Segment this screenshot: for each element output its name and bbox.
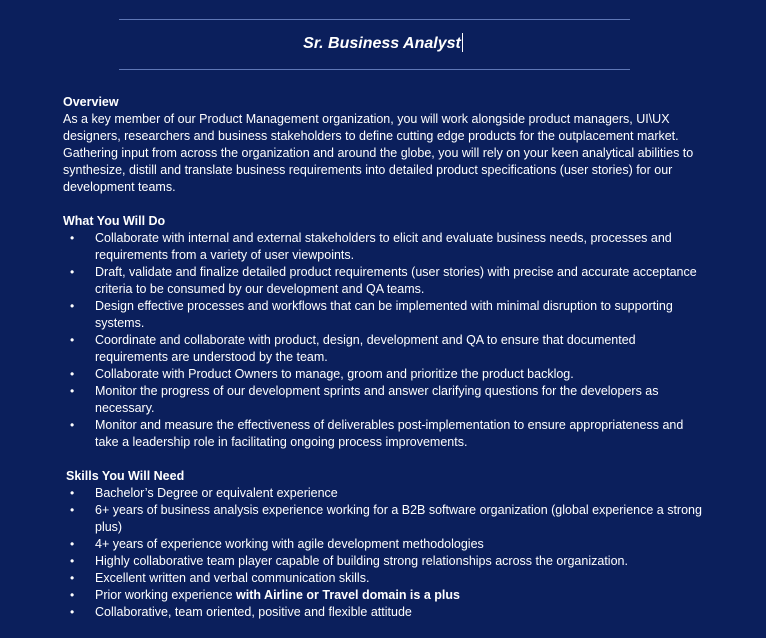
bullet-icon: • (70, 384, 75, 398)
list-item: • 6+ years of business analysis experience working for a B2B software organization (global experience a strong plus) (70, 503, 702, 534)
bullet-icon: • (70, 367, 75, 381)
bottom-divider (119, 69, 630, 70)
list-item: • Coordinate and collaborate with product, design, development and QA to ensure that documented requirements are understood by the team. (70, 333, 636, 364)
bullet-icon: • (70, 231, 75, 245)
bullet-icon: • (70, 265, 75, 279)
overview-heading: Overview (63, 95, 119, 109)
page-title[interactable] (0, 33, 766, 55)
bullet-icon: • (70, 571, 75, 585)
bullet-icon: • (70, 418, 75, 432)
bold-emphasis: with Airline or Travel domain is a plus (236, 588, 460, 602)
list-item: • Monitor and measure the effectiveness of deliverables post-implementation to ensure appropriateness and take a leadership role in facilitating ongoing process improvements. (70, 418, 684, 449)
document-body (63, 94, 703, 621)
list-item: • Collaborative, team oriented, positive and flexible attitude (70, 605, 412, 619)
list-item: • Monitor the progress of our development sprints and answer clarifying questions for the developers as necessary. (70, 384, 659, 415)
list-item: • Design effective processes and workflows that can be implemented with minimal disruption to supporting systems. (70, 299, 673, 330)
skills-heading: Skills You Will Need (66, 469, 185, 483)
skills-list (63, 485, 703, 621)
title-text: Sr. Business Analyst (303, 35, 461, 52)
bullet-icon: • (70, 537, 75, 551)
what-you-will-do-section (63, 213, 703, 451)
text-cursor (462, 33, 463, 52)
bullet-icon: • (70, 333, 75, 347)
bullet-icon: • (70, 299, 75, 313)
skills-section (63, 468, 703, 621)
list-item: • Bachelor’s Degree or equivalent experience (70, 486, 338, 500)
list-item: • Highly collaborative team player capable of building strong relationships across the organization. (70, 554, 628, 568)
list-item: • Collaborate with internal and external stakeholders to elicit and evaluate business needs, processes and requirements from a variety of user viewpoints. (70, 231, 672, 262)
what-you-will-do-heading: What You Will Do (63, 214, 166, 228)
list-item: • Prior working experience with Airline or Travel domain is a plus (70, 588, 460, 602)
bullet-icon: • (70, 486, 75, 500)
overview-text: As a key member of our Product Management organization, you will work alongside product managers, UI\UX designers, researchers and business stakeholders to define cutting edge products for the outplacement market. Gathering input from across the organization and around the globe, you will rely on your keen analytical abilities to synthesize, distill and translate business requirements into detailed product specifications (user stories) for our development teams. (63, 112, 694, 194)
bullet-icon: • (70, 588, 75, 602)
list-item: • Collaborate with Product Owners to manage, groom and prioritize the product backlog. (70, 367, 574, 381)
list-item: • Excellent written and verbal communication skills. (70, 571, 370, 585)
list-item: • 4+ years of experience working with agile development methodologies (70, 537, 484, 551)
list-item: • Draft, validate and finalize detailed product requirements (user stories) with precise and accurate acceptance criteria to be consumed by our development and QA teams. (70, 265, 697, 296)
top-divider (119, 19, 630, 20)
bullet-icon: • (70, 503, 75, 517)
bullet-icon: • (70, 605, 75, 619)
bullet-icon: • (70, 554, 75, 568)
what-you-will-do-list (63, 230, 703, 451)
